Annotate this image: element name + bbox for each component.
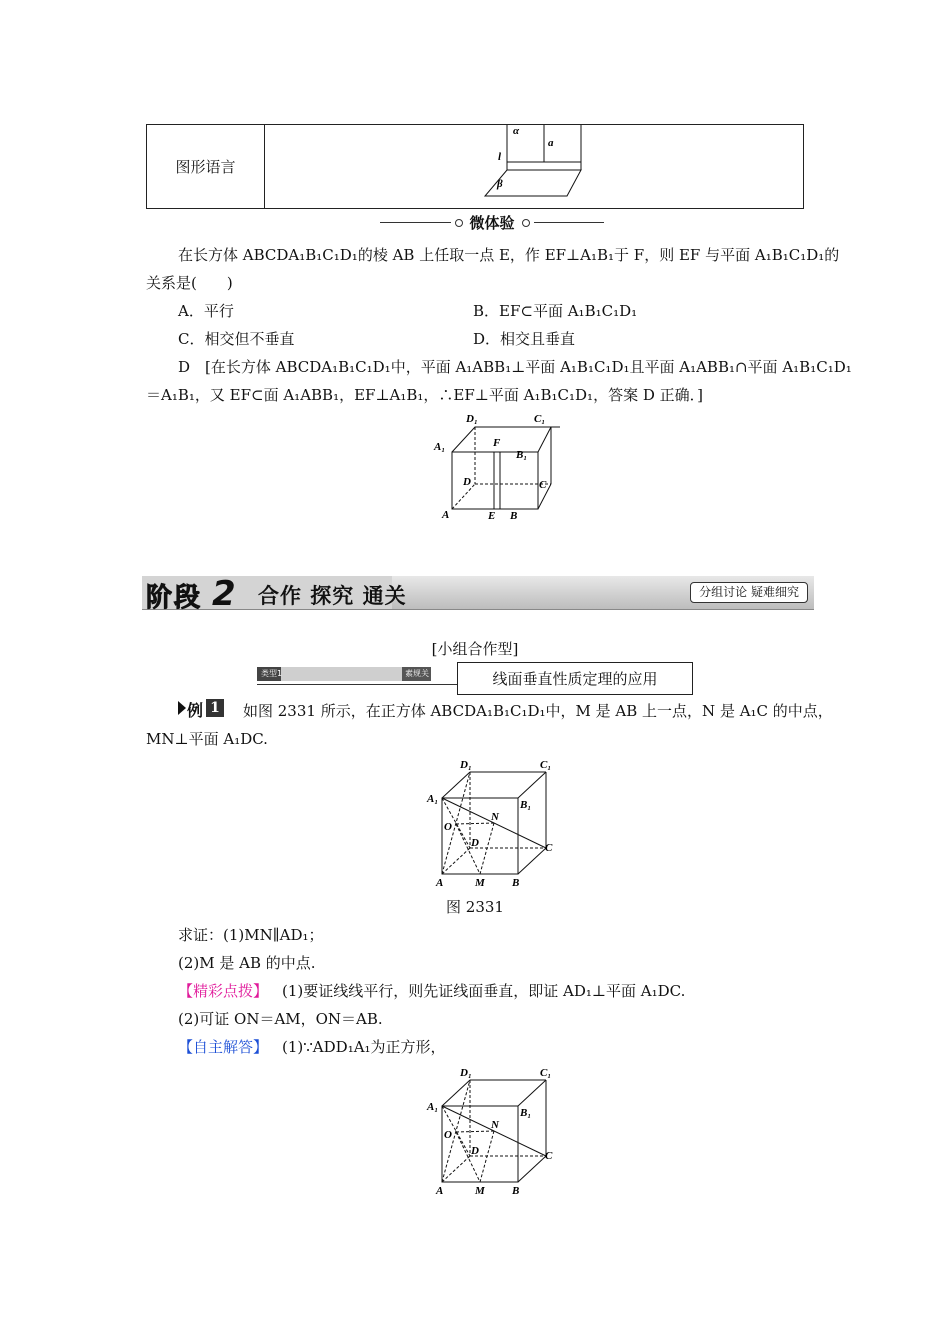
option-a: A．平行 bbox=[178, 302, 234, 320]
plane-figure bbox=[477, 122, 587, 202]
question-line-1: 在长方体 ABCDA₁B₁C₁D₁的棱 AB 上任取一点 E，作 EF⊥A₁B₁于 F，则 EF 与平面 A₁B₁C₁D₁的 bbox=[178, 246, 840, 264]
l-label: l bbox=[498, 151, 502, 163]
svg-text:D: D bbox=[463, 476, 471, 488]
svg-text:C₁: C₁ bbox=[540, 1067, 552, 1079]
svg-text:B: B bbox=[510, 510, 518, 522]
figure-caption: 图 2331 bbox=[446, 898, 504, 916]
svg-text:B₁: B₁ bbox=[520, 1107, 532, 1119]
prove-line-1: 求证：(1)MN∥AD₁； bbox=[178, 926, 324, 944]
hint-line-2: (2)可证 ON＝AM，ON＝AB. bbox=[178, 1010, 383, 1028]
svg-text:C: C bbox=[539, 479, 547, 491]
svg-text:A: A bbox=[436, 877, 444, 889]
type-row bbox=[257, 662, 693, 695]
answer-line-2: ＝A₁B₁，又 EF⊂面 A₁ABB₁，EF⊥A₁B₁，∴EF⊥平面 A₁B₁C₁D₁，答案 D 正确．] bbox=[146, 386, 703, 404]
svg-text:N: N bbox=[491, 1119, 499, 1131]
a-label: a bbox=[548, 137, 554, 149]
group-type-heading: [小组合作型] bbox=[431, 640, 519, 658]
svg-text:C₁: C₁ bbox=[534, 413, 546, 425]
svg-text:O: O bbox=[444, 1129, 452, 1141]
question-line-2: 关系是( ) bbox=[146, 274, 233, 292]
svg-text:A₁: A₁ bbox=[427, 793, 439, 805]
svg-text:D: D bbox=[471, 837, 479, 849]
alpha-label: α bbox=[513, 125, 520, 137]
svg-text:D₁: D₁ bbox=[460, 759, 472, 771]
svg-text:A: A bbox=[442, 509, 450, 521]
solution-line-1: 【自主解答】 (1)∵ADD₁A₁为正方形， bbox=[178, 1038, 446, 1056]
table-label: 图形语言 bbox=[147, 125, 265, 208]
cuboid-figure bbox=[430, 412, 560, 524]
svg-text:A: A bbox=[436, 1185, 444, 1197]
svg-text:B₁: B₁ bbox=[516, 449, 528, 461]
svg-text:D₁: D₁ bbox=[466, 413, 478, 425]
hint-tag: 【精彩点拨】 bbox=[178, 982, 269, 1000]
beta-label: β bbox=[497, 178, 503, 190]
svg-text:A₁: A₁ bbox=[427, 1101, 439, 1113]
figure-language-table bbox=[146, 124, 804, 209]
type-right: 素规关 bbox=[405, 669, 429, 678]
svg-text:E: E bbox=[488, 510, 496, 522]
stage-tag: 分组讨论 疑难细究 bbox=[690, 582, 808, 603]
example-line-2: MN⊥平面 A₁DC. bbox=[146, 730, 268, 748]
type-label: 类型1 bbox=[261, 669, 283, 678]
stage-title: 合作 探究 通关 bbox=[258, 584, 407, 608]
hint-line-1: 【精彩点拨】 (1)要证线线平行，则先证线面垂直，即证 AD₁⊥平面 A₁DC. bbox=[178, 982, 686, 1000]
option-d: D．相交且垂直 bbox=[473, 330, 576, 348]
svg-text:B: B bbox=[512, 877, 520, 889]
stage-number: 2 bbox=[212, 574, 236, 614]
svg-text:B: B bbox=[512, 1185, 520, 1197]
option-c: C．相交但不垂直 bbox=[178, 330, 295, 348]
stage-word: 阶段 bbox=[146, 583, 203, 613]
option-b: B．EF⊂平面 A₁B₁C₁D₁ bbox=[473, 302, 638, 320]
svg-text:N: N bbox=[491, 811, 499, 823]
svg-text:O: O bbox=[444, 821, 452, 833]
type-title: 线面垂直性质定理的应用 bbox=[457, 662, 693, 695]
svg-text:D: D bbox=[471, 1145, 479, 1157]
cube-figure-solution bbox=[424, 1064, 564, 1200]
svg-text:D₁: D₁ bbox=[460, 1067, 472, 1079]
svg-text:A₁: A₁ bbox=[434, 441, 446, 453]
svg-text:C: C bbox=[545, 1150, 553, 1162]
cube-figure-2331 bbox=[424, 756, 564, 892]
stage-banner bbox=[142, 574, 814, 614]
svg-text:C: C bbox=[545, 842, 553, 854]
svg-text:F: F bbox=[493, 437, 501, 449]
example-line-1: 如图 2331 所示，在正方体 ABCDA₁B₁C₁D₁中，M 是 AB 上一点，N 是 A₁C 的中点， bbox=[243, 702, 833, 720]
example-label: 例 1 bbox=[178, 698, 228, 718]
prove-line-2: (2)M 是 AB 的中点. bbox=[178, 954, 316, 972]
svg-text:B₁: B₁ bbox=[520, 799, 532, 811]
answer-line-1: D [在长方体 ABCDA₁B₁C₁D₁中，平面 A₁ABB₁⊥平面 A₁B₁C₁D₁且平面 A₁ABB₁∩平面 A₁B₁C₁D₁ bbox=[178, 358, 852, 376]
svg-text:M: M bbox=[475, 877, 485, 889]
micro-experience-title bbox=[380, 212, 604, 233]
svg-text:C₁: C₁ bbox=[540, 759, 552, 771]
micro-title-text: 微体验 bbox=[469, 214, 515, 232]
svg-text:M: M bbox=[475, 1185, 485, 1197]
solution-tag: 【自主解答】 bbox=[178, 1038, 269, 1056]
